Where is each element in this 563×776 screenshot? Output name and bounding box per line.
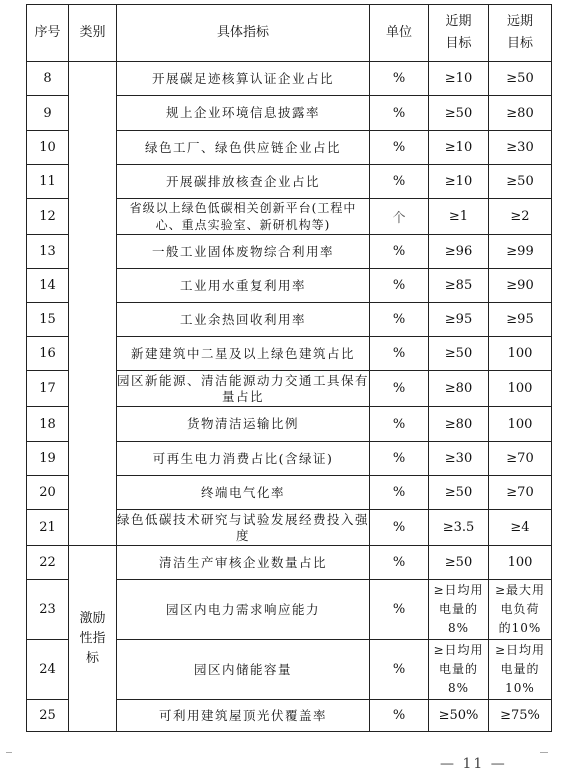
row-indicator: 一般工业固体废物综合利用率 xyxy=(117,235,370,269)
header-seq: 序号 xyxy=(27,5,69,62)
row-indicator: 新建建筑中二星及以上绿色建筑占比 xyxy=(117,337,370,371)
row-indicator: 开展碳排放核查企业占比 xyxy=(117,165,370,199)
row-seq: 19 xyxy=(27,442,69,476)
row-seq: 15 xyxy=(27,303,69,337)
row-seq: 18 xyxy=(27,407,69,442)
row-near: ≥85 xyxy=(429,269,489,303)
row-unit: % xyxy=(370,235,429,269)
row-seq: 12 xyxy=(27,199,69,235)
row-far: 100 xyxy=(489,337,552,371)
row-unit: % xyxy=(370,407,429,442)
row-unit: % xyxy=(370,700,429,732)
row-near: ≥80 xyxy=(429,407,489,442)
header-row xyxy=(27,5,552,62)
row-near xyxy=(429,640,489,700)
row-far: ≥50 xyxy=(489,62,552,96)
row-far: ≥30 xyxy=(489,131,552,165)
header-category: 类别 xyxy=(69,5,117,62)
row-unit: % xyxy=(370,96,429,131)
row-far: 100 xyxy=(489,546,552,580)
row-unit: % xyxy=(370,476,429,510)
row-near: ≥95 xyxy=(429,303,489,337)
row-near: ≥50% xyxy=(429,700,489,732)
row-unit: % xyxy=(370,580,429,640)
row-near: ≥10 xyxy=(429,62,489,96)
row-far: 100 xyxy=(489,371,552,407)
row-indicator: 工业用水重复利用率 xyxy=(117,269,370,303)
row-seq: 9 xyxy=(27,96,69,131)
row-indicator: 工业余热回收利用率 xyxy=(117,303,370,337)
row-seq: 25 xyxy=(27,700,69,732)
row-seq: 21 xyxy=(27,510,69,546)
row-seq: 20 xyxy=(27,476,69,510)
row-indicator: 园区内储能容量 xyxy=(117,640,370,700)
row-far: ≥99 xyxy=(489,235,552,269)
row-seq: 17 xyxy=(27,371,69,407)
row-far: ≥75% xyxy=(489,700,552,732)
row-near xyxy=(429,580,489,640)
row-indicator: 货物清洁运输比例 xyxy=(117,407,370,442)
row-near: ≥1 xyxy=(429,199,489,235)
row-far: ≥2 xyxy=(489,199,552,235)
indicator-table xyxy=(26,4,552,732)
header-near-target: 近期目标 xyxy=(429,5,489,62)
row-indicator: 绿色低碳技术研究与试验发展经费投入强度 xyxy=(117,510,370,546)
row-near: ≥50 xyxy=(429,546,489,580)
row-unit: % xyxy=(370,337,429,371)
row-seq: 22 xyxy=(27,546,69,580)
row-near: ≥50 xyxy=(429,337,489,371)
row-seq: 23 xyxy=(27,580,69,640)
row-near: ≥50 xyxy=(429,96,489,131)
row-unit: % xyxy=(370,510,429,546)
row-near: ≥10 xyxy=(429,131,489,165)
row-unit: % xyxy=(370,640,429,700)
row-seq: 10 xyxy=(27,131,69,165)
row-indicator: 可再生电力消费占比(含绿证) xyxy=(117,442,370,476)
row-unit: % xyxy=(370,442,429,476)
row-unit: 个 xyxy=(370,199,429,235)
row-seq: 11 xyxy=(27,165,69,199)
row-far: ≥95 xyxy=(489,303,552,337)
row-indicator: 省级以上绿色低碳相关创新平台(工程中心、重点实验室、新研机构等) xyxy=(117,199,370,235)
table-row xyxy=(27,62,552,96)
row-far: ≥80 xyxy=(489,96,552,131)
row-far: ≥50 xyxy=(489,165,552,199)
header-unit: 单位 xyxy=(370,5,429,62)
row-near: ≥50 xyxy=(429,476,489,510)
row-far xyxy=(489,640,552,700)
row-near: ≥10 xyxy=(429,165,489,199)
row-near-text: ≥日均用电量的8% xyxy=(433,643,484,695)
footer-right-mark xyxy=(540,752,548,753)
row-indicator: 绿色工厂、绿色供应链企业占比 xyxy=(117,131,370,165)
row-unit: % xyxy=(370,131,429,165)
row-far-text: ≥日均用电量的10% xyxy=(494,643,546,695)
row-seq: 8 xyxy=(27,62,69,96)
row-unit: % xyxy=(370,62,429,96)
row-unit: % xyxy=(370,165,429,199)
category-cell-empty xyxy=(69,62,117,546)
row-near: ≥30 xyxy=(429,442,489,476)
row-near: ≥80 xyxy=(429,371,489,407)
row-near-text: ≥日均用电量的8% xyxy=(433,583,484,635)
row-indicator: 清洁生产审核企业数量占比 xyxy=(117,546,370,580)
row-indicator: 园区内电力需求响应能力 xyxy=(117,580,370,640)
row-indicator: 终端电气化率 xyxy=(117,476,370,510)
row-seq: 13 xyxy=(27,235,69,269)
row-far: ≥90 xyxy=(489,269,552,303)
row-seq: 16 xyxy=(27,337,69,371)
row-far xyxy=(489,580,552,640)
row-unit: % xyxy=(370,371,429,407)
category-label xyxy=(69,546,117,732)
row-far-text: ≥最大用电负荷的10% xyxy=(494,583,546,635)
row-seq: 14 xyxy=(27,269,69,303)
row-indicator: 规上企业环境信息披露率 xyxy=(117,96,370,131)
row-far: ≥70 xyxy=(489,476,552,510)
row-indicator: 可利用建筑屋顶光伏覆盖率 xyxy=(117,700,370,732)
row-near: ≥3.5 xyxy=(429,510,489,546)
row-far: 100 xyxy=(489,407,552,442)
table-row xyxy=(27,546,552,580)
page-footer xyxy=(0,752,563,772)
row-near: ≥96 xyxy=(429,235,489,269)
row-indicator: 开展碳足迹核算认证企业占比 xyxy=(117,62,370,96)
row-seq: 24 xyxy=(27,640,69,700)
footer-left-mark xyxy=(6,752,12,753)
row-unit: % xyxy=(370,303,429,337)
page-number: — 11 — xyxy=(440,756,507,772)
row-far: ≥4 xyxy=(489,510,552,546)
category-label-text: 激励性指标 xyxy=(79,610,106,666)
row-unit: % xyxy=(370,546,429,580)
row-far: ≥70 xyxy=(489,442,552,476)
header-far-target: 远期目标 xyxy=(489,5,552,62)
row-indicator: 园区新能源、清洁能源动力交通工具保有量占比 xyxy=(117,371,370,407)
row-unit: % xyxy=(370,269,429,303)
header-indicator: 具体指标 xyxy=(117,5,370,62)
